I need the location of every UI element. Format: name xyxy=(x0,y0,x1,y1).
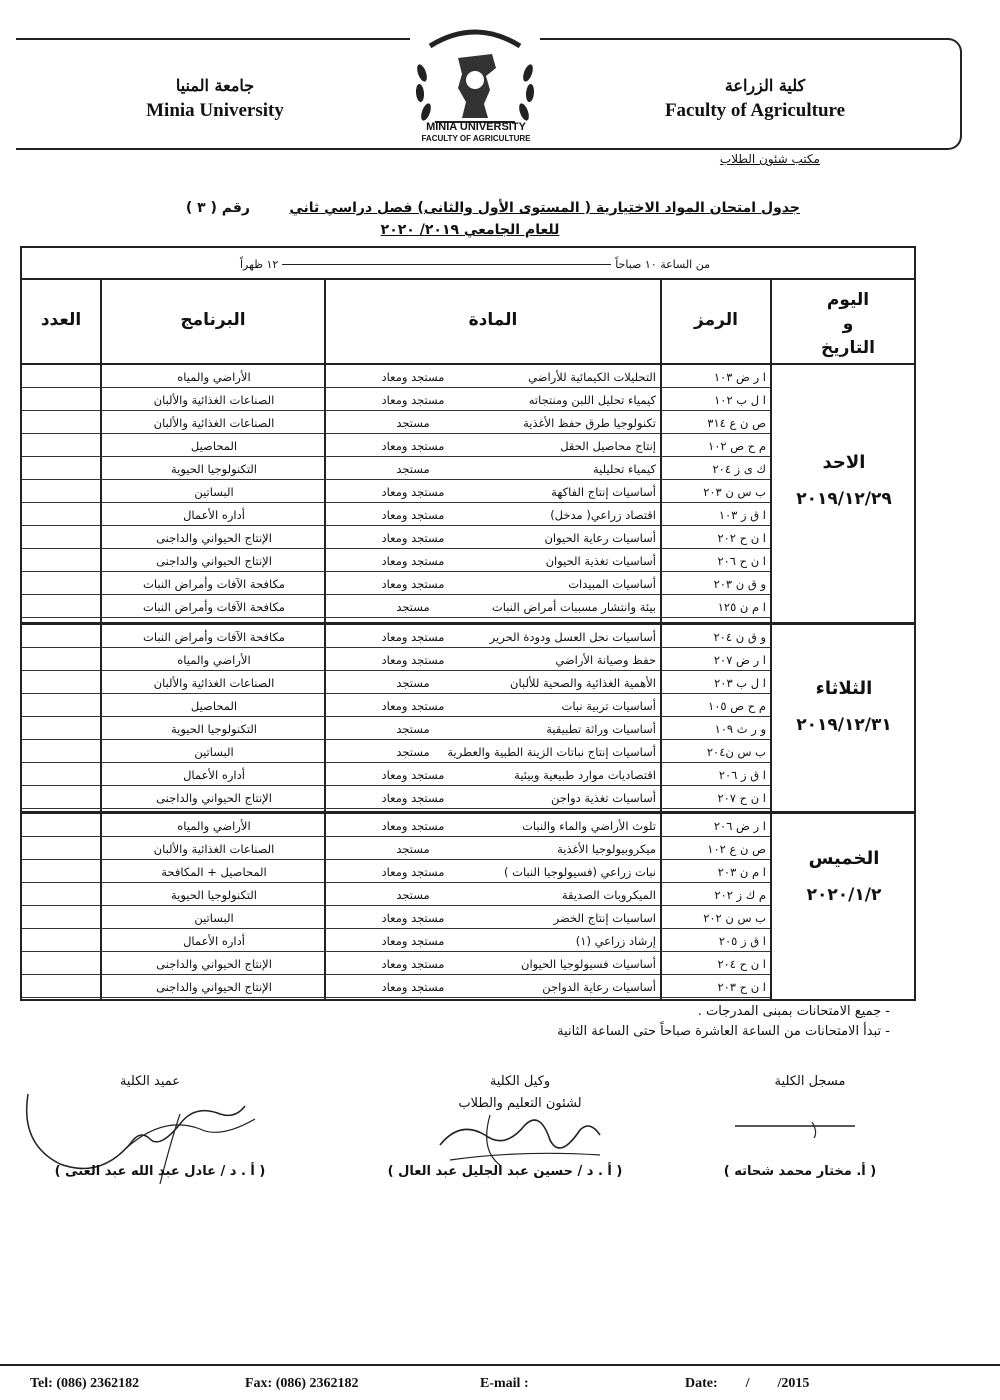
day-name: الثلاثاء xyxy=(815,678,873,699)
row-program: الإنتاج الحيواني والداجنى xyxy=(156,980,272,994)
table-row xyxy=(22,550,770,572)
table-row xyxy=(22,953,770,975)
row-code: ا ق ز ٢٠٦ xyxy=(718,768,766,782)
row-program: الصناعات الغذائية والألبان xyxy=(153,416,275,430)
dean-title: عميد الكلية xyxy=(119,1074,181,1089)
dean-name: ( أ . د / عادل عبد الله عبد الغنى ) xyxy=(54,1164,266,1179)
row-status: مستجد xyxy=(396,745,430,759)
row-program: الأراضي والمياه xyxy=(177,653,251,667)
registrar-name: ( أ. مختار محمد شحاته ) xyxy=(723,1164,877,1179)
row-status: مستجد ومعاد xyxy=(381,393,445,407)
row-code: ا ن ح ٢٠٤ xyxy=(717,957,766,971)
footer-date: Date: / /2015 xyxy=(685,1376,810,1391)
row-code: م ك ز ٢٠٢ xyxy=(714,888,766,902)
row-program: الإنتاج الحيواني والداجنى xyxy=(156,531,272,545)
header-count: العدد xyxy=(40,310,82,330)
row-program: الصناعات الغذائية والألبان xyxy=(153,842,275,856)
row-code: ا ن ح ٢٠٦ xyxy=(717,554,766,568)
table-row xyxy=(22,527,770,549)
row-code: ا م ن ١٢٥ xyxy=(717,600,766,614)
row-divider xyxy=(22,647,770,648)
row-program: أداره الأعمال xyxy=(183,508,245,522)
row-subject: اقتصاد زراعي( مدخل) xyxy=(550,508,656,522)
row-subject: تلوث الأراضي والماء والنبات xyxy=(522,819,656,833)
day-sunday xyxy=(772,452,916,509)
table-row xyxy=(22,481,770,503)
row-code: ك ى ز ٢٠٤ xyxy=(712,462,766,476)
day-date: ٢٠٢٠/١/٢ xyxy=(806,885,882,905)
row-code: ا ر ض ١٠٣ xyxy=(713,370,766,384)
row-program: الصناعات الغذائية والألبان xyxy=(153,676,275,690)
row-program: البساتين xyxy=(194,745,234,759)
row-subject: نبات زراعي (فسيولوجيا النبات ) xyxy=(503,865,656,879)
table-row xyxy=(22,976,770,998)
row-status: مستجد ومعاد xyxy=(381,577,445,591)
row-code: ب س ن ٢٠٢ xyxy=(703,911,766,925)
table-row xyxy=(22,741,770,763)
table-row xyxy=(22,764,770,786)
row-code: ب س ن٢٠٤ xyxy=(706,745,766,759)
row-subject: حفظ وصيانة الأراضي xyxy=(555,653,656,667)
office-label: مكتب شئون الطلاب xyxy=(719,152,820,166)
row-status: مستجد ومعاد xyxy=(381,630,445,644)
row-divider xyxy=(22,548,770,549)
row-status: مستجد ومعاد xyxy=(381,439,445,453)
row-divider xyxy=(22,387,770,388)
row-status: مستجد ومعاد xyxy=(381,911,445,925)
vice-dean-name: ( أ . د / حسين عبد الجليل عبد العال ) xyxy=(387,1164,623,1179)
row-code: ب س ن ٢٠٣ xyxy=(703,485,766,499)
row-status: مستجد ومعاد xyxy=(381,485,445,499)
row-program: المحاصيل xyxy=(190,699,238,713)
row-status: مستجد xyxy=(396,600,430,614)
row-divider xyxy=(22,670,770,671)
row-code: ا ر ض ٢٠٦ xyxy=(713,819,766,833)
row-program: التكنولوجيا الحيوية xyxy=(170,722,257,736)
row-divider xyxy=(22,951,770,952)
day-date: ٢٠١٩/١٢/٣١ xyxy=(796,715,892,735)
table-row xyxy=(22,596,770,618)
row-divider xyxy=(22,808,770,809)
row-program: أداره الأعمال xyxy=(183,768,245,782)
academic-year: للعام الجامعي ٢٠١٩/ ٢٠٢٠ xyxy=(380,222,560,238)
row-subject: أساسيات نحل العسل ودودة الحرير xyxy=(489,630,656,644)
row-code: ا ن ح ٢٠٧ xyxy=(717,791,766,805)
row-program: الأراضي والمياه xyxy=(177,370,251,384)
table-row xyxy=(22,838,770,860)
row-status: مستجد xyxy=(396,842,430,856)
row-status: مستجد ومعاد xyxy=(381,508,445,522)
row-code: ا ل ب ٢٠٣ xyxy=(714,676,766,690)
row-code: ص ن ع ٣١٤ xyxy=(707,416,766,430)
row-divider xyxy=(22,525,770,526)
row-code: ا م ن ٢٠٣ xyxy=(717,865,766,879)
row-program: مكافحة الآفات وأمراض النبات xyxy=(143,600,285,614)
footer-tel: Tel: (086) 2362182 xyxy=(30,1376,140,1391)
table-row xyxy=(22,884,770,906)
row-status: مستجد ومعاد xyxy=(381,531,445,545)
row-subject: بيئة وانتشار مسببات أمراض النبات xyxy=(491,600,656,614)
row-subject: أساسيات إنتاج الفاكهة xyxy=(551,485,656,499)
row-divider xyxy=(22,905,770,906)
row-divider xyxy=(22,571,770,572)
row-subject: إنتاج محاصيل الحقل xyxy=(560,439,656,453)
row-status: مستجد ومعاد xyxy=(381,934,445,948)
vice-dean-subtitle: لشئون التعليم والطلاب xyxy=(458,1096,582,1111)
row-program: البساتين xyxy=(194,911,234,925)
row-divider xyxy=(22,762,770,763)
vice-dean-title: وكيل الكلية xyxy=(489,1074,551,1089)
row-program: أداره الأعمال xyxy=(183,934,245,948)
day-date: ٢٠١٩/١٢/٢٩ xyxy=(796,489,892,509)
table-row xyxy=(22,573,770,595)
group-sep-2 xyxy=(20,811,916,814)
row-program: الإنتاج الحيواني والداجنى xyxy=(156,554,272,568)
row-divider xyxy=(22,693,770,694)
row-divider xyxy=(22,502,770,503)
row-status: مستجد ومعاد xyxy=(381,980,445,994)
row-status: مستجد ومعاد xyxy=(381,865,445,879)
table-row xyxy=(22,389,770,411)
header-code: الرمز xyxy=(694,310,738,330)
row-status: مستجد ومعاد xyxy=(381,653,445,667)
row-divider xyxy=(22,974,770,975)
row-subject: أساسيات وراثة تطبيقية xyxy=(546,722,656,736)
row-divider xyxy=(22,882,770,883)
table-row xyxy=(22,907,770,929)
row-subject: أساسيات فسيولوجيا الحيوان xyxy=(521,957,656,971)
row-status: مستجد xyxy=(396,676,430,690)
table-row xyxy=(22,649,770,671)
row-divider xyxy=(22,716,770,717)
table-row xyxy=(22,626,770,648)
row-subject: إرشاد زراعي (١) xyxy=(575,934,656,948)
row-code: ص ن ع ١٠٢ xyxy=(707,842,766,856)
row-code: و ق ن ٢٠٣ xyxy=(713,577,766,591)
header-subject: المادة xyxy=(468,310,518,330)
row-subject: تكنولوجيا طرق حفظ الأغذية xyxy=(523,416,656,430)
row-divider xyxy=(22,859,770,860)
row-code: و ر ث ١٠٩ xyxy=(714,722,766,736)
row-program: الإنتاج الحيواني والداجنى xyxy=(156,791,272,805)
row-subject: أساسيات المبيدات xyxy=(568,577,656,591)
row-divider xyxy=(22,997,770,998)
schedule-title: جدول امتحان المواد الاختيارية ( المستوى الأول والثانى) فصل دراسي ثاني xyxy=(289,200,800,216)
table-row xyxy=(22,366,770,388)
time-line xyxy=(282,264,611,265)
row-subject: أساسيات تغذية الحيوان xyxy=(545,554,656,568)
row-status: مستجد ومعاد xyxy=(381,554,445,568)
time-from: من الساعة ١٠ صباحاً xyxy=(615,257,710,271)
day-thursday xyxy=(772,848,916,905)
table-row xyxy=(22,787,770,809)
row-code: ا ل ب ١٠٢ xyxy=(714,393,766,407)
table-row xyxy=(22,930,770,952)
row-status: مستجد xyxy=(396,462,430,476)
table-row xyxy=(22,458,770,480)
row-subject: اقتصاديات موارد طبيعية وبيئية xyxy=(514,768,656,782)
row-divider xyxy=(22,433,770,434)
row-status: مستجد ومعاد xyxy=(381,957,445,971)
row-code: م ح ص ١٠٥ xyxy=(708,699,766,713)
row-subject: أساسيات رعاية الدواجن xyxy=(542,980,656,994)
row-divider xyxy=(22,479,770,480)
row-status: مستجد ومعاد xyxy=(381,819,445,833)
row-status: مستجد ومعاد xyxy=(381,768,445,782)
table-row xyxy=(22,672,770,694)
schedule-number: رقم ( ٣ ) xyxy=(185,200,250,216)
row-subject: أساسيات تغذية دواجن xyxy=(551,791,656,805)
row-status: مستجد xyxy=(396,416,430,430)
row-divider xyxy=(22,594,770,595)
day-name: الاحد xyxy=(822,452,866,473)
registrar-title: مسجل الكلية xyxy=(774,1074,846,1089)
row-subject: الأهمية الغذائية والصحية للألبان xyxy=(510,676,656,690)
note-1: - جميع الامتحانات بمبنى المدرجات . xyxy=(697,1004,890,1019)
vice-dean-signature xyxy=(430,1110,610,1170)
faculty-name-en: Faculty of Agriculture xyxy=(664,100,846,121)
footer-line xyxy=(0,1364,1000,1366)
row-program: البساتين xyxy=(194,485,234,499)
university-name-en: Minia University xyxy=(146,100,284,121)
group-sep-1 xyxy=(20,622,916,625)
row-code: ا ن ح ٢٠٢ xyxy=(717,531,766,545)
row-status: مستجد ومعاد xyxy=(381,370,445,384)
university-name-ar: جامعة المنيا xyxy=(175,76,255,95)
row-divider xyxy=(22,739,770,740)
header-program: البرنامج xyxy=(180,310,246,330)
row-subject: الميكروبات الصديقة xyxy=(561,888,656,902)
logo-text-line-2: FACULTY OF AGRICULTURE xyxy=(421,134,531,143)
row-code: و ق ن ٢٠٤ xyxy=(713,630,766,644)
row-code: ا ق ز ١٠٣ xyxy=(718,508,766,522)
row-program: مكافحة الآفات وأمراض النبات xyxy=(143,630,285,644)
row-divider xyxy=(22,410,770,411)
logo-text xyxy=(396,122,556,144)
footer-email: E-mail : xyxy=(480,1376,529,1391)
row-code: ا ر ض ٢٠٧ xyxy=(713,653,766,667)
row-subject: كيمياء تحليل اللبن ومنتجاته xyxy=(528,393,656,407)
header-day-date: اليوم و التاريخ xyxy=(821,290,875,358)
row-program: المحاصيل xyxy=(190,439,238,453)
row-program: المحاصيل + المكافحة xyxy=(161,865,267,879)
row-code: ا ق ز ٢٠٥ xyxy=(718,934,766,948)
row-status: مستجد ومعاد xyxy=(381,791,445,805)
registrar-signature xyxy=(730,1112,860,1142)
note-2: - تبدأ الامتحانات من الساعة العاشرة صباحاً حتى الساعة الثانية xyxy=(557,1024,890,1039)
row-subject: أساسيات إنتاج نباتات الزينة الطبية والعطرية xyxy=(447,745,656,759)
row-program: التكنولوجيا الحيوية xyxy=(170,888,257,902)
row-program: التكنولوجيا الحيوية xyxy=(170,462,257,476)
row-status: مستجد xyxy=(396,722,430,736)
row-subject: أساسيات تربية نبات xyxy=(561,699,656,713)
row-divider xyxy=(22,785,770,786)
row-subject: ميكروبيولوجيا الأغذية xyxy=(557,842,656,856)
header-bottom-line xyxy=(20,363,916,365)
footer-fax: Fax: (086) 2362182 xyxy=(245,1376,359,1391)
row-program: الإنتاج الحيواني والداجنى xyxy=(156,957,272,971)
table-row xyxy=(22,861,770,883)
table-row xyxy=(22,412,770,434)
row-subject: أساسيات رعاية الحيوان xyxy=(544,531,656,545)
table-row xyxy=(22,718,770,740)
row-code: ا ن ح ٢٠٣ xyxy=(717,980,766,994)
table-row xyxy=(22,695,770,717)
table-row xyxy=(22,815,770,837)
day-name: الخميس xyxy=(808,848,880,869)
row-program: مكافحة الآفات وأمراض النبات xyxy=(143,577,285,591)
header-top-line xyxy=(20,278,916,280)
row-divider xyxy=(22,928,770,929)
exam-time-bar xyxy=(240,256,710,272)
row-status: مستجد xyxy=(396,888,430,902)
time-to: ١٢ ظهراً xyxy=(240,257,279,271)
row-subject: اساسيات إنتاج الخضر xyxy=(553,911,656,925)
logo-text-line-1: MINIA UNIVERSITY xyxy=(426,121,526,133)
row-program: الصناعات الغذائية والألبان xyxy=(153,393,275,407)
day-tuesday xyxy=(772,678,916,735)
row-status: مستجد ومعاد xyxy=(381,699,445,713)
row-divider xyxy=(22,617,770,618)
row-divider xyxy=(22,836,770,837)
row-code: م ح ص ١٠٢ xyxy=(708,439,766,453)
table-row xyxy=(22,435,770,457)
table-row xyxy=(22,504,770,526)
row-program: الأراضي والمياه xyxy=(177,819,251,833)
row-subject: كيمياء تحليلية xyxy=(593,462,656,476)
row-divider xyxy=(22,456,770,457)
row-subject: التحليلات الكيمائية للأراضي xyxy=(528,370,656,384)
faculty-name-ar: كلية الزراعة xyxy=(724,76,806,95)
